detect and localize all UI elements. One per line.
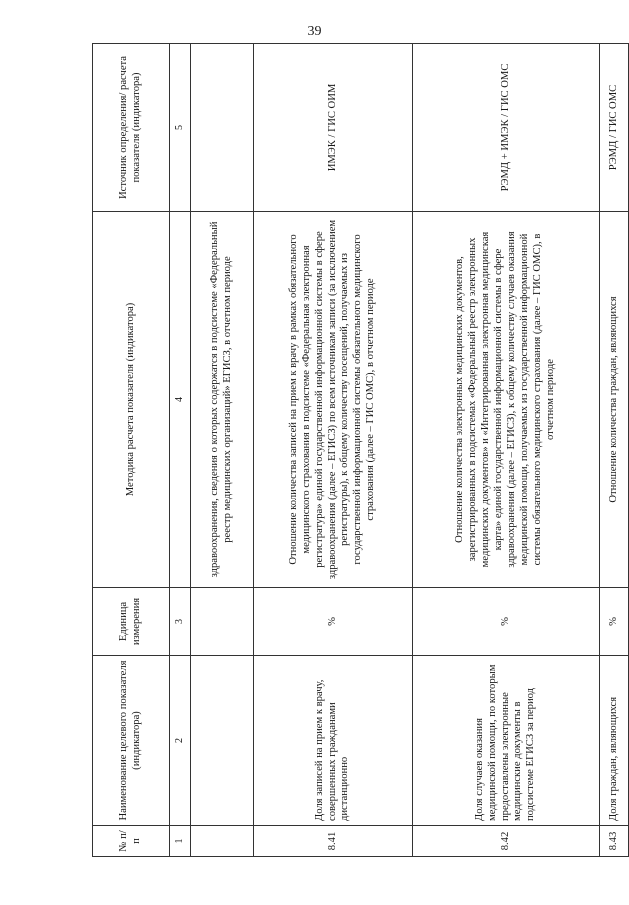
column-number: 3 bbox=[170, 588, 191, 656]
header-number: № п/п bbox=[93, 826, 170, 857]
column-number: 2 bbox=[170, 656, 191, 826]
indicator-name: Доля граждан, являющихся bbox=[600, 656, 629, 826]
method: Отношение количества граждан, являющихся bbox=[600, 212, 629, 588]
method: Отношение количества записей на прием к врачу в рамках обязательного медицинского страхования в подсистеме «Федеральная электронная регистратура» единой государственной информационной системы в сфере здравоохранения (далее – ЕГИСЗ) по всем источникам записи (за исключением регистратуры), к общему количеству посещений, получаемых из государственной информационной системы обязательного медицинского страхования (далее – ГИС ОМС), в отчетном периоде bbox=[254, 212, 413, 588]
table-row bbox=[600, 44, 629, 857]
indicator-name bbox=[191, 656, 254, 826]
rotated-table-container bbox=[92, 44, 619, 857]
unit: % bbox=[413, 588, 600, 656]
indicators-table bbox=[92, 43, 629, 857]
page-number: 39 bbox=[307, 24, 322, 39]
header-source: Источник определения/ расчета показателя (индикатора) bbox=[93, 44, 170, 212]
row-number: 8.42 bbox=[413, 826, 600, 857]
table-row bbox=[254, 44, 413, 857]
unit: % bbox=[254, 588, 413, 656]
source bbox=[191, 44, 254, 212]
column-number: 4 bbox=[170, 212, 191, 588]
unit bbox=[191, 588, 254, 656]
row-number: 8.43 bbox=[600, 826, 629, 857]
indicator-name: Доля записей на прием к врачу, совершенных гражданами дистанционно bbox=[254, 656, 413, 826]
table-row bbox=[191, 44, 254, 857]
row-number: 8.41 bbox=[254, 826, 413, 857]
row-number bbox=[191, 826, 254, 857]
source: РЭМД / ГИС ОМС bbox=[600, 44, 629, 212]
header-indicator-name: Наименование целевого показателя (индикатора) bbox=[93, 656, 170, 826]
source: ИМЭК / ГИС ОИМ bbox=[254, 44, 413, 212]
unit: % bbox=[600, 588, 629, 656]
header-method: Методика расчета показателя (индикатора) bbox=[93, 212, 170, 588]
table-row bbox=[413, 44, 600, 857]
column-number: 1 bbox=[170, 826, 191, 857]
column-numbers-row bbox=[170, 44, 191, 857]
indicator-name: Доля случаев оказания медицинской помощи, по которым предоставлены электронные медицинские документы в подсистеме ЕГИСЗ за период bbox=[413, 656, 600, 826]
method: здравоохранения, сведения о которых содержатся в подсистеме «Федеральный реестр медицинских организаций» ЕГИСЗ, в отчетном периоде bbox=[191, 212, 254, 588]
column-number: 5 bbox=[170, 44, 191, 212]
method: Отношение количества электронных медицинских документов, зарегистрированных в подсистемах «Федеральный реестр электронных медицинских документов» и «Интегрированная электронная медицинская карта» единой государственной информационной системы в сфере здравоохранения (далее – ЕГИСЗ), к общему количеству случаев оказания медицинской помощи, получаемых из государственной информационной системы обязательного медицинского страхования (далее – ГИС ОМС), в отчетном периоде bbox=[413, 212, 600, 588]
header-unit: Единица измерения bbox=[93, 588, 170, 656]
source: РЭМД + ИМЭК / ГИС ОМС bbox=[413, 44, 600, 212]
table-header-row bbox=[93, 44, 170, 857]
